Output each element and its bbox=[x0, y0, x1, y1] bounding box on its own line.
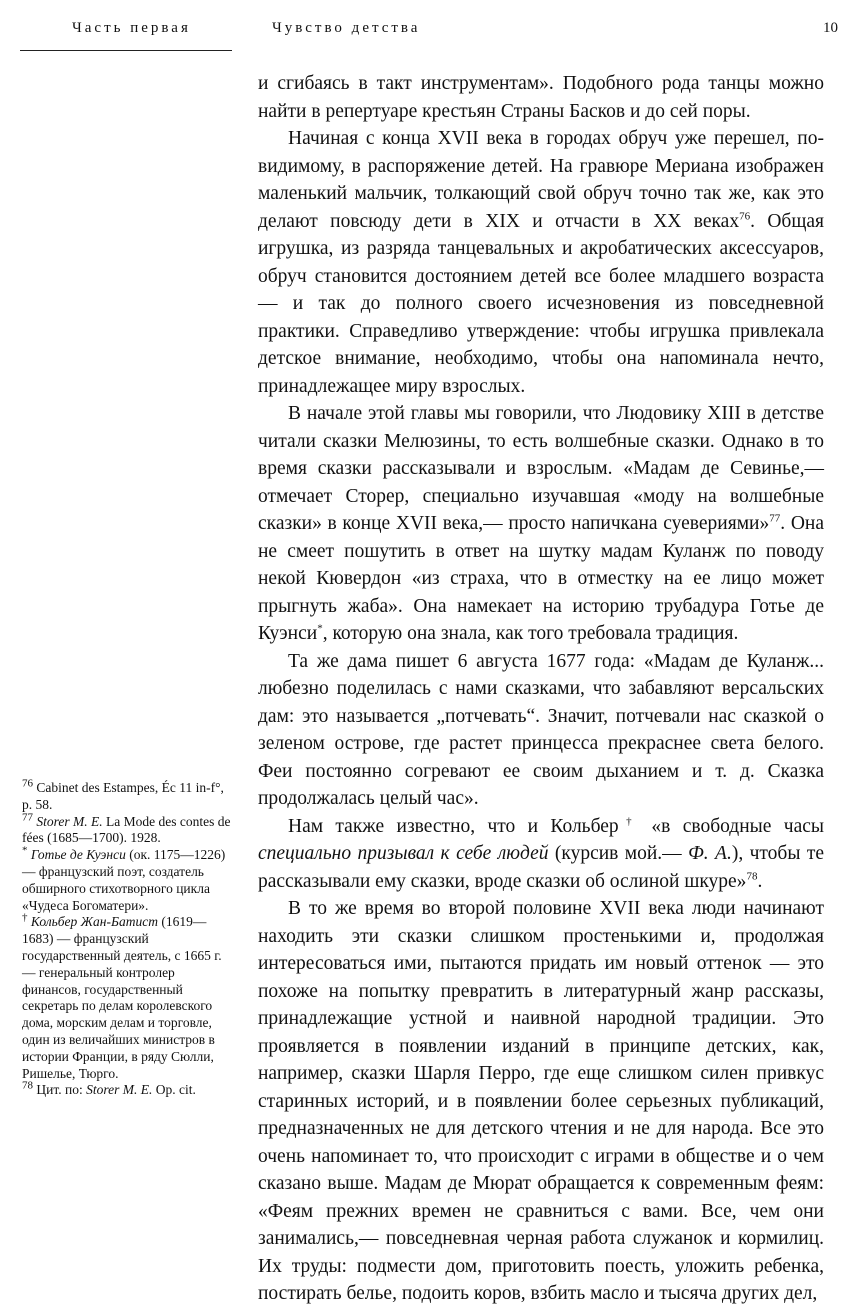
text-run: Начиная с конца XVII века в городах обруч уже перешел, по-видимому, в распоряжение детей. На гравюре Мериана изображен маленький мальчик, толкающий свой обруч точно так же, как это делают повсюду дети в XIX и отчасти в XX веках bbox=[258, 128, 824, 232]
text-run: В то же время во второй половине XVII века люди начинают находить эти сказки слишком простенькими и, продолжая интересоваться ими, пытаются придать им новый оттенок — это похоже на попытку превратить в литературный жанр рассказы, принадлежащие устной и наивной народной традиции. Это проявляется в появлении изданий в принципе детских, как, например, сказки Шарля Перро, где еще слишком силен привкус старинных историй, и в появлении более серьезных публикаций, предназначенных не для детского чтения и не для народа. Все это очень напоминает то, что происходит с играми в обществе и о чем сказано выше. Мадам де Мюрат обращается к современным феям: «Феям прежних времен не сравниться с вами. Все, чем они занимались,— повседневная черная работа служанок и кормилиц. Их труды: подмести дом, приготовить поесть, уложить ребенка, постирать белье, подоить коров, взбить масло и тысяча других дел, bbox=[258, 898, 824, 1304]
footnote-ref: 77 bbox=[769, 512, 781, 525]
footnote-ref: † bbox=[618, 815, 640, 827]
text-run: . Она не смеет пошутить в ответ на шутку мадам Куланж по поводу некой Кювердон «из страха, что в отместку на ее лицо может прыгнуть жаба». Она намекает на историю трубадура Готье де Куэнси bbox=[258, 513, 824, 644]
chapter-title: Чувство детства bbox=[272, 20, 421, 36]
paragraph-p1 bbox=[258, 70, 824, 125]
footnote-ndagger bbox=[22, 911, 232, 1082]
italic-text: Ф. А. bbox=[688, 843, 732, 864]
paragraph-p3 bbox=[258, 400, 824, 648]
main-text-column bbox=[258, 70, 824, 1308]
paragraph-p4 bbox=[258, 648, 824, 813]
footnotes-column bbox=[22, 777, 232, 1099]
italic-text: Кольбер Жан-Батист bbox=[30, 914, 158, 930]
part-title: Часть первая bbox=[72, 20, 191, 36]
footnote-ref: 78 bbox=[746, 870, 758, 882]
italic-text: Storer M. E. bbox=[36, 813, 103, 829]
italic-text: специально призывал к себе людей bbox=[258, 843, 549, 864]
header-rule bbox=[20, 50, 232, 51]
footnote-ref: 78 bbox=[22, 1079, 33, 1092]
italic-text: Storer M. E. bbox=[86, 1082, 153, 1098]
text-run: Op. cit. bbox=[152, 1082, 196, 1098]
running-head bbox=[20, 20, 838, 48]
italic-text: Готье де Куэнси bbox=[30, 847, 126, 863]
footnote-ref: 76 bbox=[22, 777, 33, 790]
text-run: ), чтобы те рассказывали ему сказки, вроде сказки об ослиной шкуре» bbox=[258, 843, 825, 892]
text-run: Cabinet des Estampes, Éc 11 in-f°, p. 58. bbox=[22, 780, 224, 812]
paragraph-p6 bbox=[258, 895, 824, 1308]
text-run: В начале этой главы мы говорили, что Людовику XIII в детстве читали сказки Мелюзины, то есть волшебные сказки. Однако в то время сказки рассказывали и взрослым. «Мадам де Севинье,— отмечает Сторер, специально изучавшая «моду на волшебные сказки» в конце XVII века,— просто напичкана суевериями» bbox=[258, 403, 824, 534]
text-run: и сгибаясь в такт инструментам». Подобного рода танцы можно найти в репертуаре крестьян Страны Басков и до сей поры. bbox=[258, 73, 824, 122]
text-run: (ок. 1175—1226) — французский поэт, создатель обширного стихотворного цикла «Чудеса Богоматери». bbox=[22, 847, 226, 913]
text-run: Та же дама пишет 6 августа 1677 года: «Мадам де Куланж... любезно поделилась с нами сказками, что забавляют версальских дам: это называется „потчевать“. Значит, потчевали нас сказкой о зеленом острове, где растет принцесса прекраснее света белого. Феи постоянно согревают ее своим дыханием и т. д. Сказка продолжалась целый час». bbox=[258, 650, 824, 809]
text-run: , которую она знала, как того требовала традиция. bbox=[322, 623, 739, 644]
footnote-ref: * bbox=[317, 622, 323, 635]
text-run: (курсив мой.— bbox=[548, 843, 689, 864]
footnote-nstar bbox=[22, 844, 232, 914]
text-run: «в свободные часы bbox=[639, 815, 824, 837]
paragraph-p5 bbox=[258, 813, 824, 896]
footnote-ref: * bbox=[22, 844, 28, 857]
footnote-n78 bbox=[22, 1079, 232, 1099]
footnote-n76 bbox=[22, 777, 232, 814]
text-run: . bbox=[757, 870, 763, 892]
text-run: Цит. по: bbox=[33, 1082, 87, 1098]
footnote-ref: 77 bbox=[22, 811, 33, 824]
footnote-ref: † bbox=[22, 911, 28, 924]
footnote-ref: 76 bbox=[739, 210, 751, 222]
text-run: Нам также известно, что и Кольбер bbox=[288, 815, 619, 837]
footnote-n77 bbox=[22, 811, 232, 848]
text-run: (1619—1683) — французский государственный деятель, с 1665 г. — генеральный контролер финансов, государственный секретарь по делам королевского дома, морским делам и торговле, один из величайших министров в истории Франции, в ряду Сюлли, Ришелье, Тюрго. bbox=[22, 914, 222, 1081]
text-run: . Общая игрушка, из разряда танцевальных и акробатических аксессуаров, обруч становится достоянием детей все более младшего возраста — и так до полного своего исчезновения из повседневной практики. Справедливо утверждение: чтобы игрушка привлекала детское внимание, необходимо, чтобы она напоминала нечто, принадлежащее миру взрослых. bbox=[258, 210, 824, 397]
page-number: 10 bbox=[823, 20, 838, 36]
text-run: La Mode des contes de fées (1685—1700). 1928. bbox=[22, 813, 231, 846]
paragraph-p2 bbox=[258, 125, 824, 400]
